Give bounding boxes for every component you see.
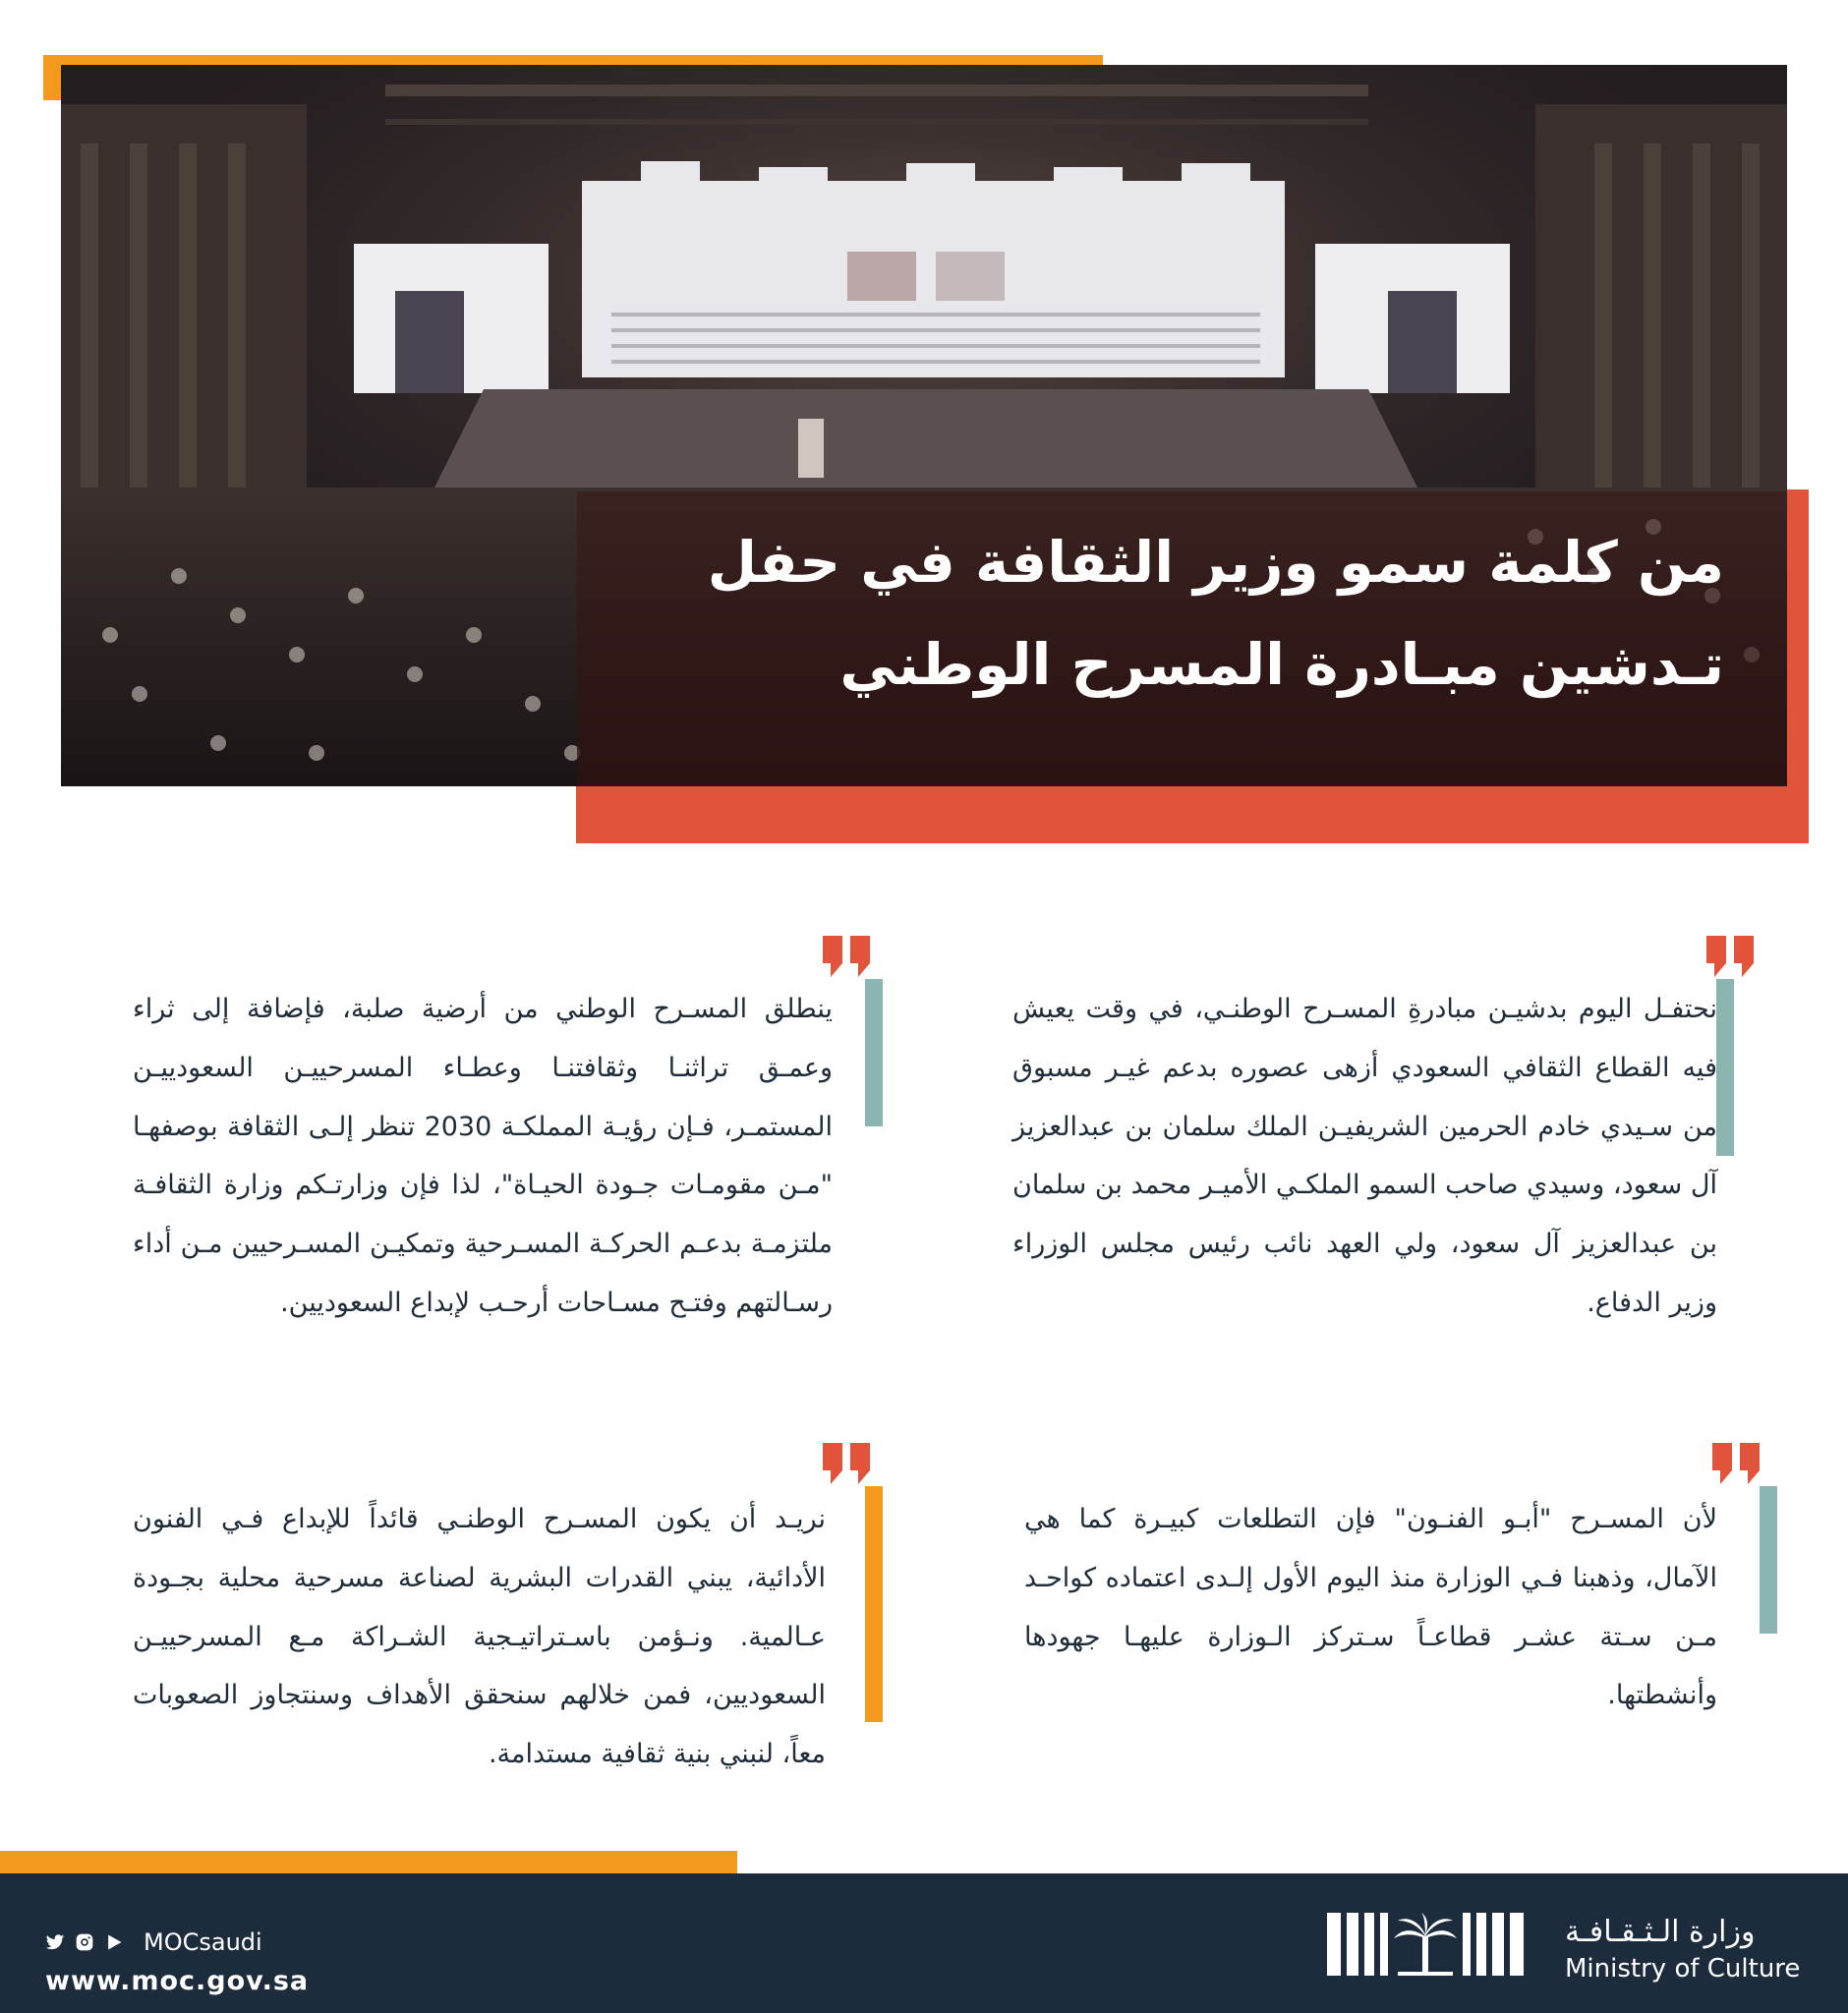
social-links: [45, 1928, 262, 1956]
footer: [0, 1873, 1848, 2013]
hero-photo: [61, 65, 1787, 786]
hero-title: [643, 511, 1724, 716]
social-handle[interactable]: MOCsaudi: [144, 1928, 262, 1956]
quote-side-bar: [865, 1486, 883, 1722]
quote-side-bar: [1716, 979, 1734, 1156]
quote-card-4: [133, 1443, 899, 1787]
quote-icon: [823, 1443, 870, 1484]
hero-title-panel: [577, 491, 1787, 786]
palm-icon: [1394, 1913, 1457, 1976]
brand-name-en: Ministry of Culture: [1565, 1954, 1801, 1984]
quote-icon: [1712, 1443, 1760, 1484]
quote-icon: [1706, 936, 1754, 977]
brand-name-ar: وزارة الـثـقـافـة: [1565, 1915, 1756, 1949]
quote-text-4: نريـد أن يكون المسـرح الوطنـي قائداً للإبداع فـي الفنون الأدائية، يبني القدرات البشرية لصناعة مسرحية محلية بجـودة عـالمية. ونـؤمن باسـتراتيـجية الشـراكة مـع المسرحييـن السعوديين، فمن خلالهم سنحقق الأهداف وسنتجاوز الصعوبات معاً، لنبني بنية ثقافية مستدامة.: [133, 1504, 826, 1770]
footer-orange-accent: [0, 1851, 737, 1874]
quote-text-1: نحتفـل اليوم بدشيـن مبادرةِ المسـرح الوطنـي، في وقت يعيش فيه القطاع الثقافي السعودي أزهى عصوره بدعم غيـر مسبوق من سـيدي خادم الحرمين الشريفيـن الملك سلمان بن عبدالعزيز آل سعود، وسيدي صاحب السمو الملكـي الأميـر محمد بن سلمان بن عبدالعزيز آل سعود، ولي العهد نائب رئيس مجلس الوزراء وزير الدفاع.: [1012, 994, 1717, 1318]
youtube-icon[interactable]: [104, 1932, 124, 1952]
ministry-logo: [1327, 1907, 1524, 1982]
website-link[interactable]: www.moc.gov.sa: [45, 1966, 310, 1996]
quote-side-bar: [865, 979, 883, 1126]
twitter-icon[interactable]: [45, 1932, 65, 1952]
quote-side-bar: [1760, 1486, 1777, 1634]
quote-card-1: [1012, 936, 1779, 1329]
quote-icon: [823, 936, 870, 977]
hero-title-line1: من كلمة سمو وزير الثقافة في حفل: [707, 529, 1724, 596]
hero-title-line2: تـدشين مبـادرة المسرح الوطني: [839, 631, 1724, 698]
quote-card-2: [133, 936, 899, 1408]
quote-card-3: [1012, 1443, 1779, 1738]
instagram-icon[interactable]: [75, 1932, 94, 1952]
quote-text-3: لأن المسـرح "أبـو الفنـون" فإن التطلعات كبيـرة كما هي الآمال، وذهبنا فـي الوزارة منذ اليوم الأول إلـدى اعتماده كواحـد مـن سـتة عشـر قطاعـاً سـتركز الـوزارة عليهـا جهودها وأنشطتها.: [1024, 1504, 1717, 1711]
quote-text-2: ينطلق المسـرح الوطني من أرضية صلبة، فإضافة إلى ثراء وعمـق تراثنـا وثقافتنـا وعطـاء المسرحييـن السعودييـن المستمـر، فـإن رؤيـة المملكـة 2030 تنظر إلـى الثقافة بوصفهـا "مـن مقومـات جـودة الحيـاة"، لذا فإن وزارتـكم وزارة الثقافـة ملتزمـة بدعـم الحركـة المسـرحية وتمكيـن المسـرحيين مـن أداء رسـالتهم وفتـح مسـاحات أرحـب لإبداع السعوديين.: [133, 994, 833, 1318]
